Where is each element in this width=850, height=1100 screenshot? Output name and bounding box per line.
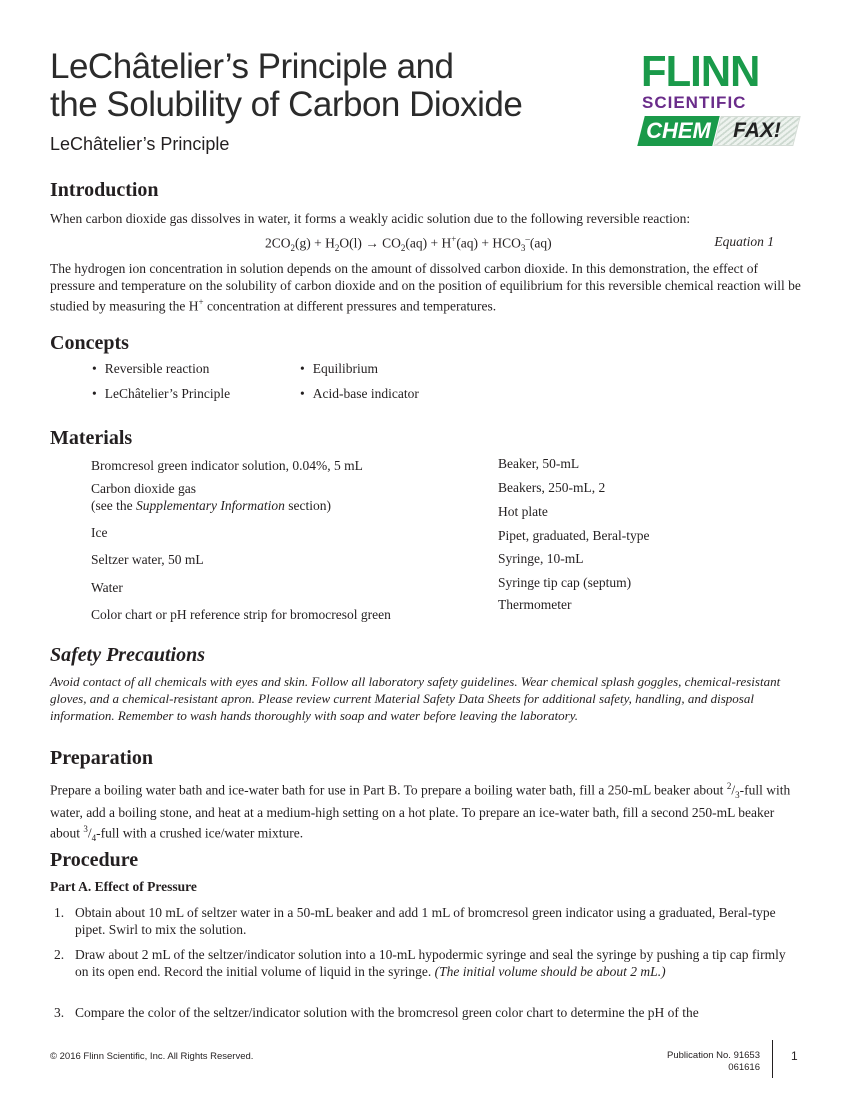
step-note: (The initial volume should be about 2 mL.) <box>434 964 666 979</box>
concept-item: • Acid-base indicator <box>300 386 419 402</box>
concept-item: • LeChâtelier’s Principle <box>92 386 230 402</box>
equation-1: $2CO_2(g) + H_2O(l) \to CO_2(aq) + H^+(aq) + HCO_3^-(aq)$ <box>265 234 552 254</box>
material-item: Thermometer <box>498 597 572 612</box>
page-subtitle: LeChâtelier’s Principle <box>50 134 230 154</box>
material-item: Ice <box>91 525 108 540</box>
title-line-2: the Solubility of Carbon Dioxide <box>50 85 523 124</box>
material-item: Carbon dioxide gas <box>91 481 196 496</box>
concepts-heading: Concepts <box>50 332 129 354</box>
introduction-heading: Introduction <box>50 179 159 201</box>
material-note-lead: (see the <box>91 498 133 513</box>
title-line-1: LeChâtelier’s Principle and <box>50 47 454 86</box>
footer-divider <box>772 1040 773 1078</box>
material-item: Color chart or pH reference strip for bromocresol green <box>91 607 391 622</box>
safety-heading: Safety Precautions <box>50 644 205 666</box>
step-number: 1. <box>54 905 65 920</box>
material-item: Bromcresol green indicator solution, 0.04%, 5 mL <box>91 458 363 473</box>
material-item: Hot plate <box>498 504 548 519</box>
material-note-italic: Supplementary Information <box>135 498 285 513</box>
material-item: Syringe tip cap (septum) <box>498 575 632 590</box>
footer-publication <box>667 1050 760 1074</box>
material-item: Beakers, 250-mL, 2 <box>498 480 606 495</box>
page-title <box>50 48 630 124</box>
safety-body: Avoid contact of all chemicals with eyes and skin. Follow all laboratory safety guidelines. Wear chemical splash goggles, chemical-resistant gloves, and a chemical-resistant apron. Please review current Material Safety Data Sheets for additional safety, handling, and disposal information. Remember to wash hands thoroughly with soap and water before leaving the laboratory. <box>50 674 781 723</box>
logo-fax-badge <box>713 116 800 146</box>
logo-flinn-text: FLINN <box>641 47 760 96</box>
material-item: Beaker, 50-mL <box>498 456 580 471</box>
material-note <box>91 497 331 514</box>
step-text: Compare the color of the seltzer/indicator solution with the bromcresol green color chart to determine the pH of the <box>75 1005 699 1020</box>
step-text-wrap <box>75 946 802 980</box>
publication-code: 061616 <box>728 1062 760 1073</box>
logo-scientific-text: SCIENTIFIC <box>642 93 747 112</box>
preparation-heading: Preparation <box>50 747 153 769</box>
procedure-step <box>50 1004 802 1021</box>
material-item: Seltzer water, 50 mL <box>91 552 204 567</box>
procedure-step <box>50 946 802 980</box>
flinn-logo <box>637 47 802 152</box>
step-number: 2. <box>54 947 65 962</box>
logo-fax-text: FAX! <box>733 119 781 142</box>
step-number: 3. <box>54 1005 65 1020</box>
step-text: Obtain about 10 mL of seltzer water in a 50-mL beaker and add 1 mL of bromcresol green indicator using a graduated, Beral-type pipet. Swirl to mix the solution. <box>75 905 776 937</box>
material-item: Water <box>91 580 123 595</box>
material-note-tail: section) <box>288 498 331 513</box>
preparation-body: Prepare a boiling water bath and ice-water bath for use in Part B. To prepare a boiling water bath, fill a 250-mL beaker about $^2/_3$-full with water, add a boiling stone, and heat at a medium-high setting on a hot plate. To prepare an ice-water bath, fill a second 250-mL beaker about $^3/_4$-full with a crushed ice/water mixture. <box>50 781 791 844</box>
material-item: Syringe, 10-mL <box>498 551 584 566</box>
introduction-lead: When carbon dioxide gas dissolves in water, it forms a weakly acidic solution due to the following reversible reaction: <box>50 211 691 226</box>
footer-copyright: © 2016 Flinn Scientific, Inc. All Rights Reserved. <box>50 1051 254 1062</box>
logo-chem-text: CHEM <box>646 118 711 143</box>
material-item: Pipet, graduated, Beral-type <box>498 528 650 543</box>
page-number: 1 <box>791 1049 798 1063</box>
part-a-heading: Part A. Effect of Pressure <box>50 879 197 894</box>
publication-number: Publication No. 91653 <box>667 1050 760 1061</box>
logo-chem-badge <box>637 116 719 146</box>
procedure-step <box>50 904 802 938</box>
procedure-heading: Procedure <box>50 849 139 871</box>
step-text: Draw about 2 mL of the seltzer/indicator solution into a 10-mL hypodermic syringe and seal the syringe by pushing a tip cap firmly on its open end. Record the initial volume of liquid in the syringe. <box>75 947 786 979</box>
concept-item: • Equilibrium <box>300 361 378 377</box>
introduction-body: The hydrogen ion concentration in solution depends on the amount of dissolved carbon dioxide. In this demonstration, the effect of pressure and temperature on the solubility of carbon dioxide and on the position of equilibrium for this reversible chemical reaction will be studied by measuring the H+ concentration at different pressures and temperatures. <box>50 261 801 314</box>
materials-heading: Materials <box>50 427 133 449</box>
superscript-plus: + <box>198 297 204 307</box>
equation-label: Equation 1 <box>714 234 774 249</box>
concept-item: • Reversible reaction <box>92 361 209 377</box>
